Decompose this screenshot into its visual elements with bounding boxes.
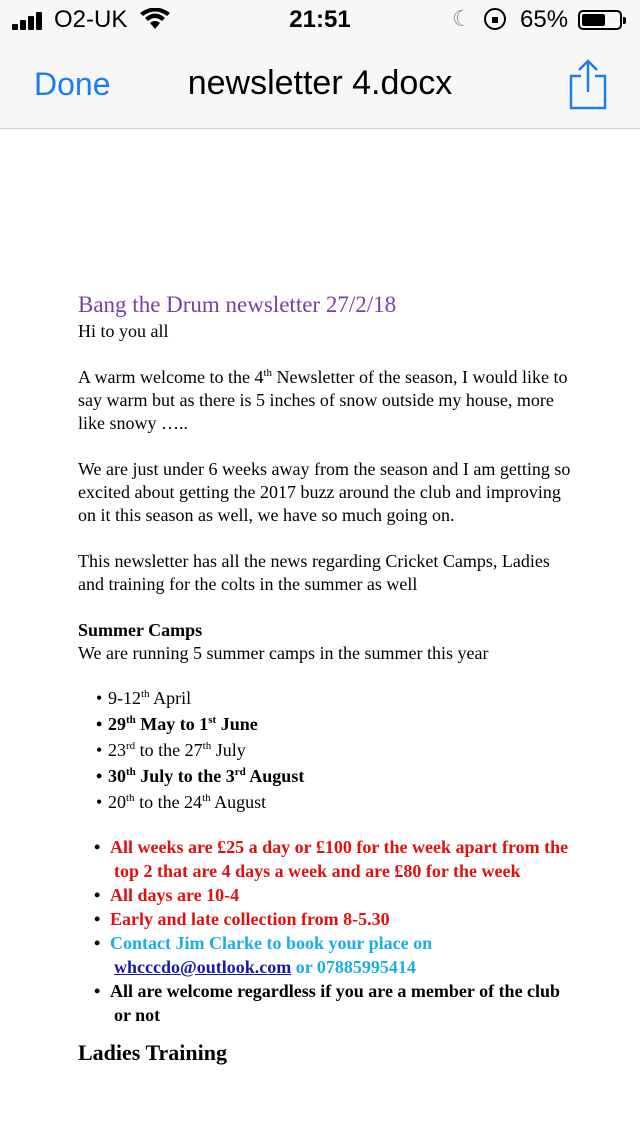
list-item: • 20th to the 24th August: [78, 789, 578, 815]
clock: 21:51: [289, 6, 351, 33]
document-body: [78, 290, 578, 1064]
document-title: newsletter 4.docx: [187, 64, 453, 102]
rotation-lock-icon: [484, 8, 506, 30]
status-bar: [0, 0, 640, 40]
list-item: • Early and late collection from 8-5.30: [78, 907, 578, 931]
summer-camps-intro: We are running 5 summer camps in the summer this year: [78, 643, 489, 663]
summer-camps-heading: Summer Camps: [78, 620, 203, 640]
list-item: • All days are 10-4: [78, 883, 578, 907]
carrier-label: O2-UK: [54, 6, 128, 33]
email-link[interactable]: whcccdo@outlook.com: [114, 957, 292, 977]
ladies-training-heading: Ladies Training: [78, 1040, 227, 1065]
list-item: • All are welcome regardless if you are a member of the club or not: [78, 979, 578, 1027]
list-item: • 29th May to 1st June: [78, 711, 578, 737]
list-item: • 30th July to the 3rd August: [78, 763, 578, 789]
do-not-disturb-icon: ☾: [452, 6, 472, 31]
top-bar: [0, 0, 640, 129]
battery-percent: 65%: [520, 6, 569, 33]
greeting: Hi to you all: [78, 321, 169, 341]
paragraph-contents: This newsletter has all the news regarding Cricket Camps, Ladies and training for the colts in the summer as well: [78, 551, 550, 594]
camp-dates-list: [78, 685, 578, 815]
list-item: • All weeks are £25 a day or £100 for the week apart from the top 2 that are 4 days a week and are £80 for the week: [78, 835, 578, 883]
list-item: • 9-12th April: [78, 685, 578, 711]
list-item: • 23rd to the 27th July: [78, 737, 578, 763]
paragraph-welcome: A warm welcome to the 4th Newsletter of the season, I would like to say warm but as there is 5 inches of snow outside my house, more like snowy …..: [78, 367, 568, 433]
paragraph-season: We are just under 6 weeks away from the season and I am getting so excited about getting the 2017 buzz around the club and improving on it this season as well, we have so much going on.: [78, 459, 571, 525]
done-button[interactable]: Done: [34, 66, 111, 102]
camp-info-list: [78, 835, 578, 1027]
newsletter-heading: Bang the Drum newsletter 27/2/18: [78, 292, 397, 317]
share-icon[interactable]: [568, 58, 608, 110]
list-item: • Contact Jim Clarke to book your place on whcccdo@outlook.com or 07885995414: [78, 931, 578, 979]
battery-icon: [578, 10, 622, 30]
